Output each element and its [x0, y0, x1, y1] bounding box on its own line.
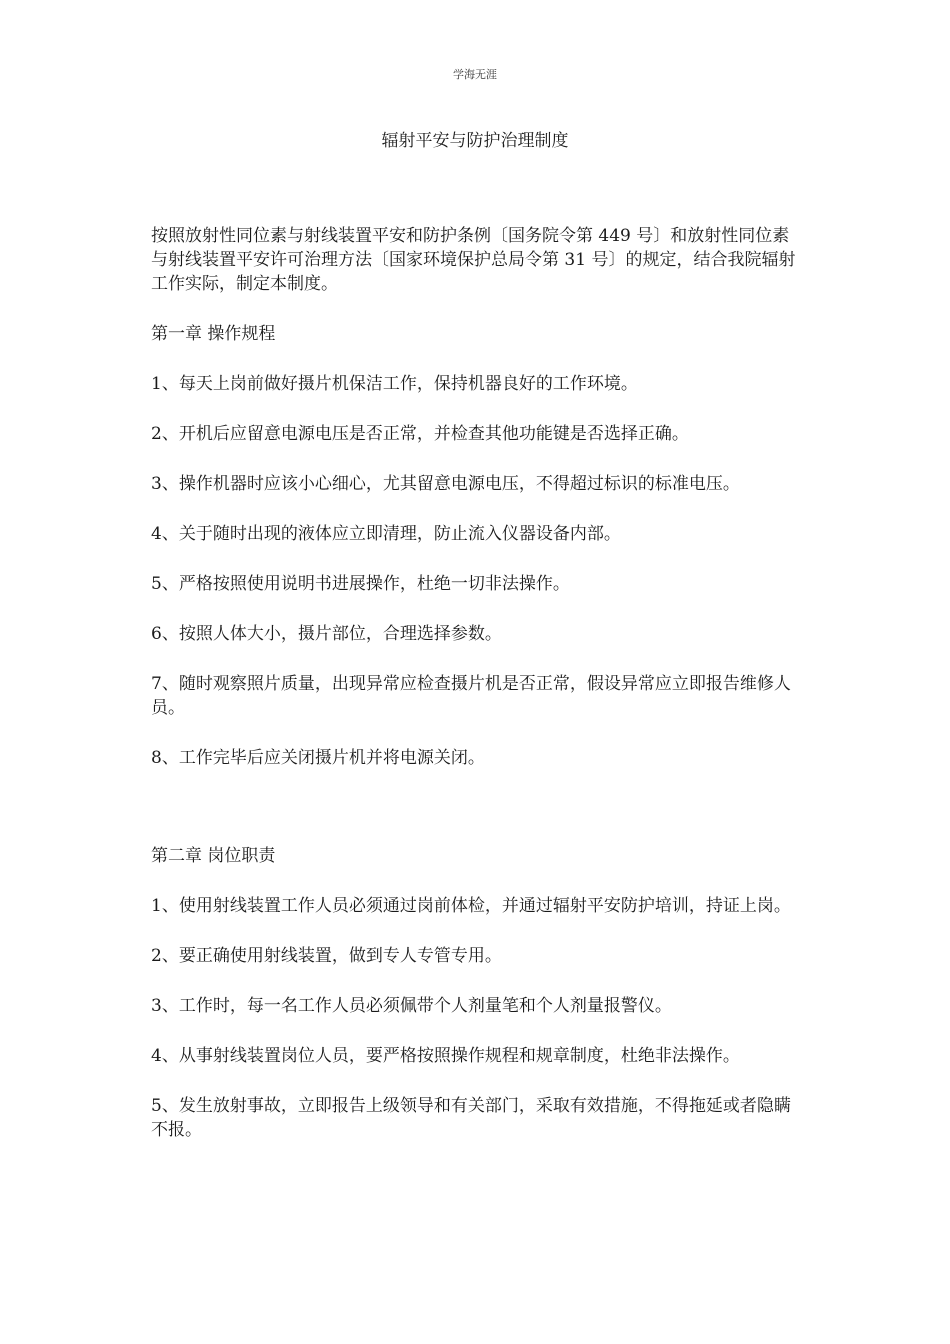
chapter-2-item-5: 5、发生放射事故，立即报告上级领导和有关部门，采取有效措施，不得拖延或者隐瞒不报。 — [151, 1096, 791, 1140]
chapter-1-item-2: 2、开机后应留意电源电压是否正常，并检查其他功能键是否选择正确。 — [151, 424, 689, 444]
intro-paragraph: 按照放射性同位素与射线装置平安和防护条例〔国务院令第 449 号〕和放射性同位素与射线装置平安许可治理方法〔国家环境保护总局令第 31 号〕的规定，结合我院辐射工作实际，制定本制度。 — [151, 226, 796, 294]
chapter-1-item-3: 3、操作机器时应该小心细心，尤其留意电源电压，不得超过标识的标准电压。 — [151, 474, 740, 494]
chapter-2-item-1: 1、使用射线装置工作人员必须通过岗前体检，并通过辐射平安防护培训，持证上岗。 — [151, 896, 791, 916]
page-header: 学海无涯 — [453, 68, 497, 81]
chapter-1-item-8: 8、工作完毕后应关闭摄片机并将电源关闭。 — [151, 748, 485, 768]
chapter-1-item-6: 6、按照人体大小，摄片部位，合理选择参数。 — [151, 624, 502, 644]
chapter-2-item-3: 3、工作时，每一名工作人员必须佩带个人剂量笔和个人剂量报警仪。 — [151, 996, 672, 1016]
section-spacer — [151, 796, 803, 844]
chapter-2-heading: 第二章 岗位职责 — [151, 846, 276, 866]
document-title: 辐射平安与防护治理制度 — [381, 131, 569, 151]
chapter-1-item-4: 4、关于随时出现的液体应立即清理，防止流入仪器设备内部。 — [151, 524, 621, 544]
chapter-2-item-2: 2、要正确使用射线装置，做到专人专管专用。 — [151, 946, 502, 966]
chapter-1-item-5: 5、严格按照使用说明书进展操作，杜绝一切非法操作。 — [151, 574, 570, 594]
chapter-1-heading: 第一章 操作规程 — [151, 324, 276, 344]
chapter-1-item-1: 1、每天上岗前做好摄片机保洁工作，保持机器良好的工作环境。 — [151, 374, 638, 394]
chapter-1-item-7: 7、随时观察照片质量，出现异常应检查摄片机是否正常，假设异常应立即报告维修人员。 — [151, 674, 791, 718]
chapter-2-item-4: 4、从事射线装置岗位人员，要严格按照操作规程和规章制度，杜绝非法操作。 — [151, 1046, 740, 1066]
document-body — [151, 224, 803, 1168]
